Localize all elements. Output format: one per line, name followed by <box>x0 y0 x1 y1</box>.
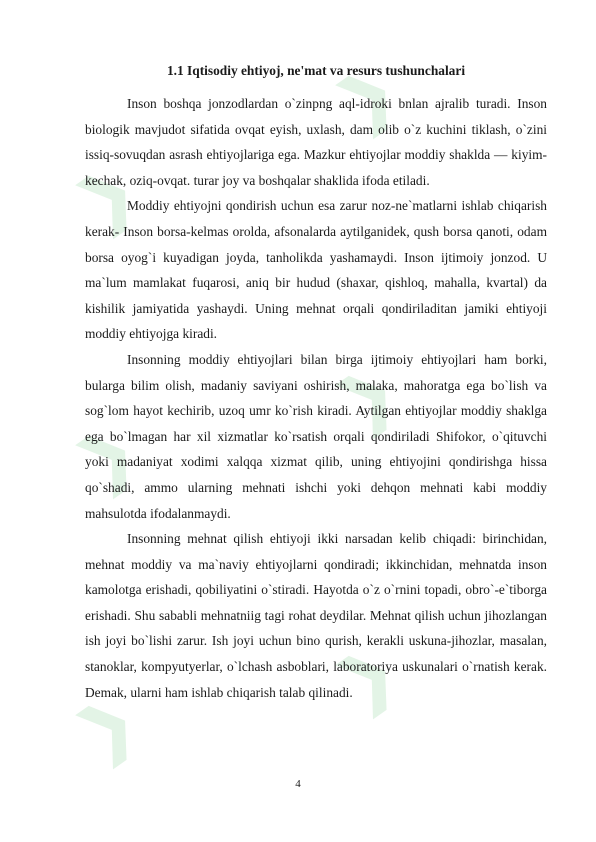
watermark-logo: ❯ <box>323 352 410 442</box>
paragraph: Insonning moddiy ehtiyojlari bilan birga ijtimoiy ehtiyojlari ham borki, bularga bilim olish, madaniy saviyani oshirish, malaka, mahoratga ega bo`lish va sog`lom hayot kechirib, uzoq umr ko`rish kiradi. Aytilgan ehtiyojlar moddiy shaklga ega bo`lmagan har xil xizmatlar ko`rsatish orqali qondiriladi Shifokor, o`qituvchi yoki madaniyat xodimi xalqqa xizmat qilib, uning ehtiyojini qondirishga hissa qo`shadi, ammo ularning mehnati ishchi yoki dehqon mehnati kabi moddiy mahsulotda ifodalanmaydi. <box>85 351 547 521</box>
paragraph: Insonning mehnat qilish ehtiyoji ikki narsadan kelib chiqadi: birinchidan, mehnat moddiy va ma`naviy ehtiyojlarni qondiradi; ikkinchidan, mehnatda inson kamolotga erishadi, qobiliyatini o`stiradi. Hayotda o`z o`rnini topadi, obro`-e`tiborga erishadi. Shu sababli mehnatniig tagi rohat deydilar. Mehnat qilish uchun jihozlangan ish joyi bo`lishi zarur. Ish joyi uchun bino qurish, kerakli uskuna-jihozlar, masalan, stanoklar, kompyutyerlar, o`lchash asboblari, laboratoriya uskunalari o`rnatish kerak. Demak, ularni ham ishlab chiqarish talab qilinadi. <box>85 531 547 700</box>
watermark-logo: ❯ <box>63 152 150 242</box>
paragraph: Moddiy ehtiyojni qondirish uchun esa zarur noz-ne`matlarni ishlab chiqarish kerak- Inson borsa-kelmas orolda, afsonalarda aytilganidek, qush borsa qanoti, odam borsa oyog`i kuyadigan joyda, tanholikda yashamaydi. Inson ijtimoiy jonzod. U ma`lum mamlakat fuqarosi, aniq bir hudud (shaxar, qishloq, mahalla, kvartal) da kishilik jamiyatida yashaydi. Uning mehnat orqali qondiriladitan jamiki ehtiyoji moddiy ehtiyojga kiradi. <box>85 198 547 342</box>
watermark-logo: ❯ <box>323 52 410 142</box>
watermark-logo: ❯ <box>323 632 410 722</box>
paragraph: Inson boshqa jonzodlardan o`zinpng aql-idroki bnlan ajralib turadi. Inson biologik mavjudot sifatida ovqat eyish, uxlash, dam olib o`z kuchini tiklash, o`zini issiq-sovuqdan asrash ehtiyojlariga ega. Mazkur ehtiyojlar moddiy shaklda — kiyim-kechak, oziq-ovqat. turar joy va boshqalar shaklida ifoda etiladi. <box>85 96 547 188</box>
page-number: 4 <box>295 778 301 790</box>
watermark-logo: ❯ <box>63 682 150 772</box>
section-title: 1.1 Iqtisodiy ehtiyoj, ne'mat va resurs tushunchalari <box>166 63 466 78</box>
document-page <box>85 60 547 705</box>
watermark-logo: ❯ <box>63 412 150 502</box>
